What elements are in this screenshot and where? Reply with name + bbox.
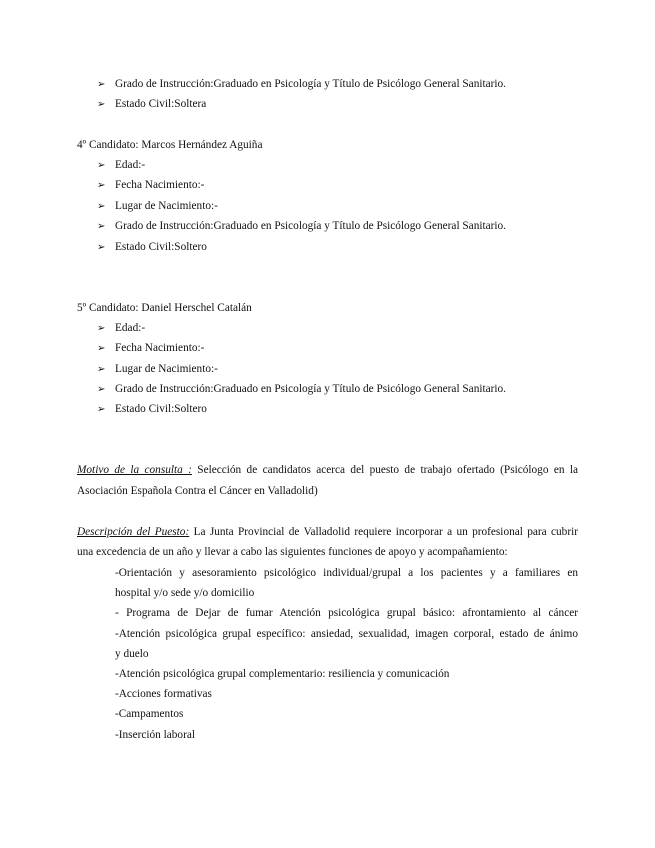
function-item: - Programa de Dejar de fumar Atención psicológica grupal básico: afrontamiento al cáncer	[115, 607, 578, 619]
function-item: hospital y/o sede y/o domicilio	[115, 587, 255, 599]
motivo-paragraph-line: Motivo de la consulta : Selección de candidatos acerca del puesto de trabajo ofertado (Psicólogo en la	[77, 464, 578, 476]
arrow-bullet-icon: ➢	[97, 99, 106, 110]
arrow-bullet-icon: ➢	[97, 364, 106, 375]
list-item: ➢ Estado Civil:Soltero	[97, 403, 207, 415]
arrow-bullet-icon: ➢	[97, 79, 106, 90]
descripcion-paragraph-line: Descripción del Puesto: La Junta Provincial de Valladolid requiere incorporar a un profesional para cubrir	[77, 526, 578, 538]
function-item: -Atención psicológica grupal complementario: resiliencia y comunicación	[115, 668, 450, 680]
list-item: ➢ Grado de Instrucción:Graduado en Psicología y Título de Psicólogo General Sanitario.	[97, 78, 507, 90]
motivo-label: Motivo de la consulta :	[77, 464, 192, 476]
function-item: y duelo	[115, 648, 149, 660]
list-item: ➢ Fecha Nacimiento:-	[97, 342, 205, 354]
arrow-bullet-icon: ➢	[97, 160, 106, 171]
function-item: -Atención psicológica grupal específico: ansiedad, sexualidad, imagen corporal, estado de ánimo	[115, 628, 578, 640]
arrow-bullet-icon: ➢	[97, 384, 106, 395]
list-item: ➢ Grado de Instrucción:Graduado en Psicología y Título de Psicólogo General Sanitario.	[97, 220, 507, 232]
function-item: -Acciones formativas	[115, 688, 212, 700]
candidate-5-heading: 5º Candidato: Daniel Herschel Catalán	[77, 302, 252, 314]
arrow-bullet-icon: ➢	[97, 404, 106, 415]
arrow-bullet-icon: ➢	[97, 201, 106, 212]
function-item: -Campamentos	[115, 708, 184, 720]
arrow-bullet-icon: ➢	[97, 221, 106, 232]
descripcion-paragraph-line: una excedencia de un año y llevar a cabo las siguientes funciones de apoyo y acompañamiento:	[77, 546, 508, 558]
list-item: ➢ Lugar de Nacimiento:-	[97, 200, 218, 212]
motivo-paragraph-line: Asociación Española Contra el Cáncer en Valladolid)	[77, 485, 318, 497]
list-item: ➢ Estado Civil:Soltera	[97, 98, 207, 110]
list-item: ➢ Fecha Nacimiento:-	[97, 179, 205, 191]
list-item: ➢ Edad:-	[97, 322, 146, 334]
list-item: ➢ Grado de Instrucción:Graduado en Psicología y Título de Psicólogo General Sanitario.	[97, 383, 507, 395]
candidate-4-heading: 4º Candidato: Marcos Hernández Aguiña	[77, 139, 263, 151]
function-item: -Inserción laboral	[115, 729, 195, 741]
list-item: ➢ Estado Civil:Soltero	[97, 241, 207, 253]
arrow-bullet-icon: ➢	[97, 323, 106, 334]
arrow-bullet-icon: ➢	[97, 343, 106, 354]
arrow-bullet-icon: ➢	[97, 242, 106, 253]
arrow-bullet-icon: ➢	[97, 180, 106, 191]
list-item: ➢ Lugar de Nacimiento:-	[97, 363, 218, 375]
descripcion-label: Descripción del Puesto:	[77, 526, 190, 538]
function-item: -Orientación y asesoramiento psicológico individual/grupal a los pacientes y a familiares en	[115, 567, 578, 579]
list-item: ➢ Edad:-	[97, 159, 146, 171]
